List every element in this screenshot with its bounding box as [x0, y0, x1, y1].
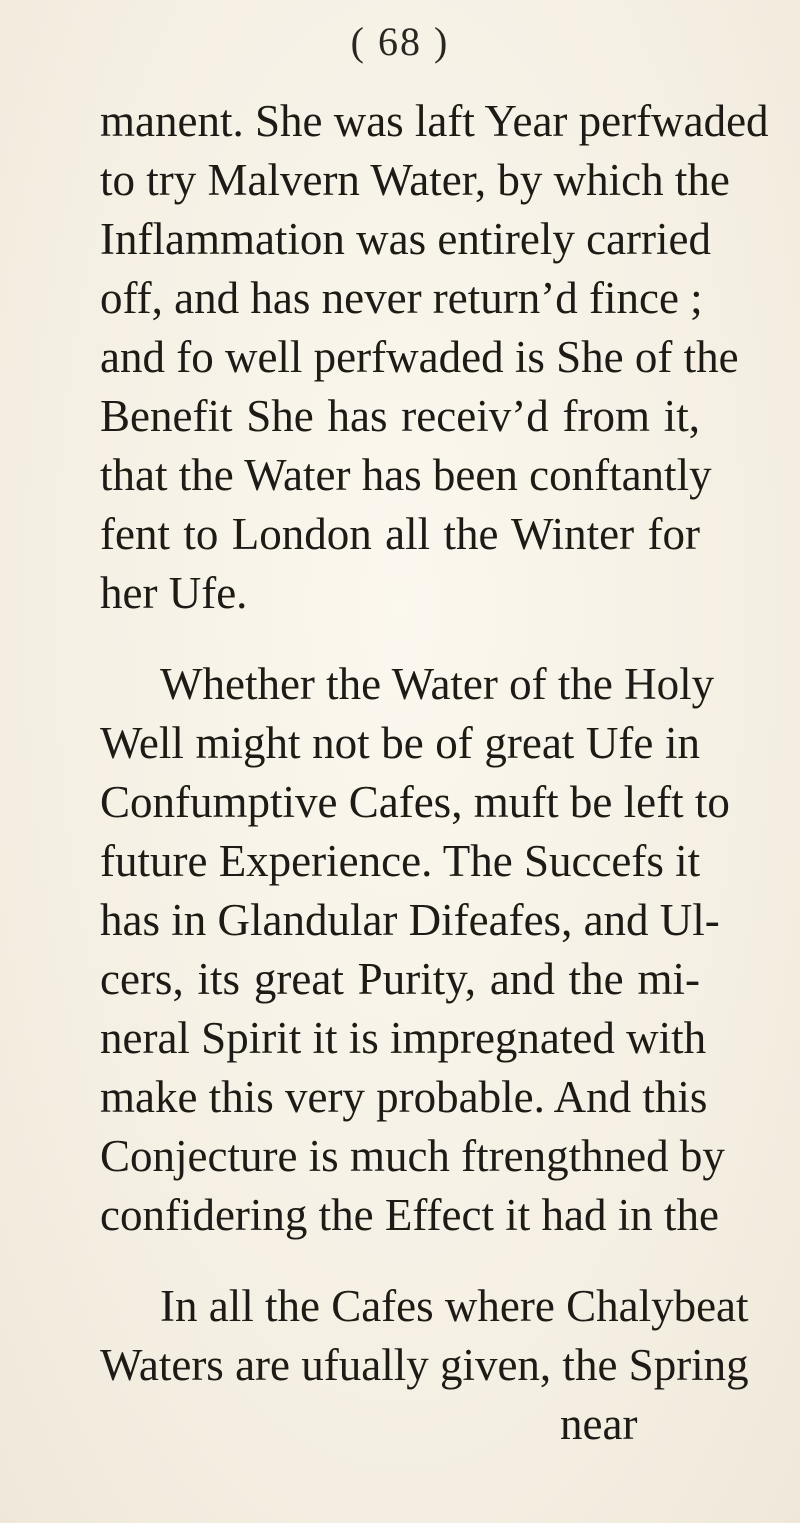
page-number: ( 68 )	[350, 19, 450, 64]
text-line: Whether the Water of the Holy	[160, 659, 715, 709]
catchword: near	[560, 1399, 638, 1449]
text-line: her Ufe.	[100, 568, 248, 618]
text-line: has in Glandular Difeafes, and Ul-	[100, 895, 720, 945]
text-line: Well might not be of great Ufe in	[100, 718, 700, 768]
text-line: cers, its great Purity, and the mi-	[100, 954, 700, 1004]
text-line: and fo well perfwaded is She of the	[100, 332, 739, 382]
text-line: Conjecture is much ftrengthned by	[100, 1131, 725, 1181]
text-line: In all the Cafes where Chalybeat	[160, 1281, 749, 1331]
text-line: fent to London all the Winter for	[100, 509, 700, 559]
text-line: manent. She was laft Year perfwaded	[100, 96, 769, 146]
text-line: that the Water has been conftantly	[100, 450, 712, 500]
text-line: future Experience. The Succefs it	[100, 836, 701, 886]
text-line: Waters are ufually given, the Spring	[100, 1340, 749, 1390]
text-line: neral Spirit it is impregnated with	[100, 1013, 707, 1063]
text-line: to try Malvern Water, by which the	[100, 155, 730, 205]
text-line: make this very probable. And this	[100, 1072, 708, 1122]
text-line: off, and has never return’d fince ;	[100, 273, 703, 323]
text-line: Benefit She has receiv’d from it,	[100, 391, 700, 441]
text-line: Inflammation was entirely carried	[100, 214, 711, 264]
text-line: Confumptive Cafes, muft be left to	[100, 777, 730, 827]
text-line: confidering the Effect it had in the	[100, 1190, 719, 1240]
